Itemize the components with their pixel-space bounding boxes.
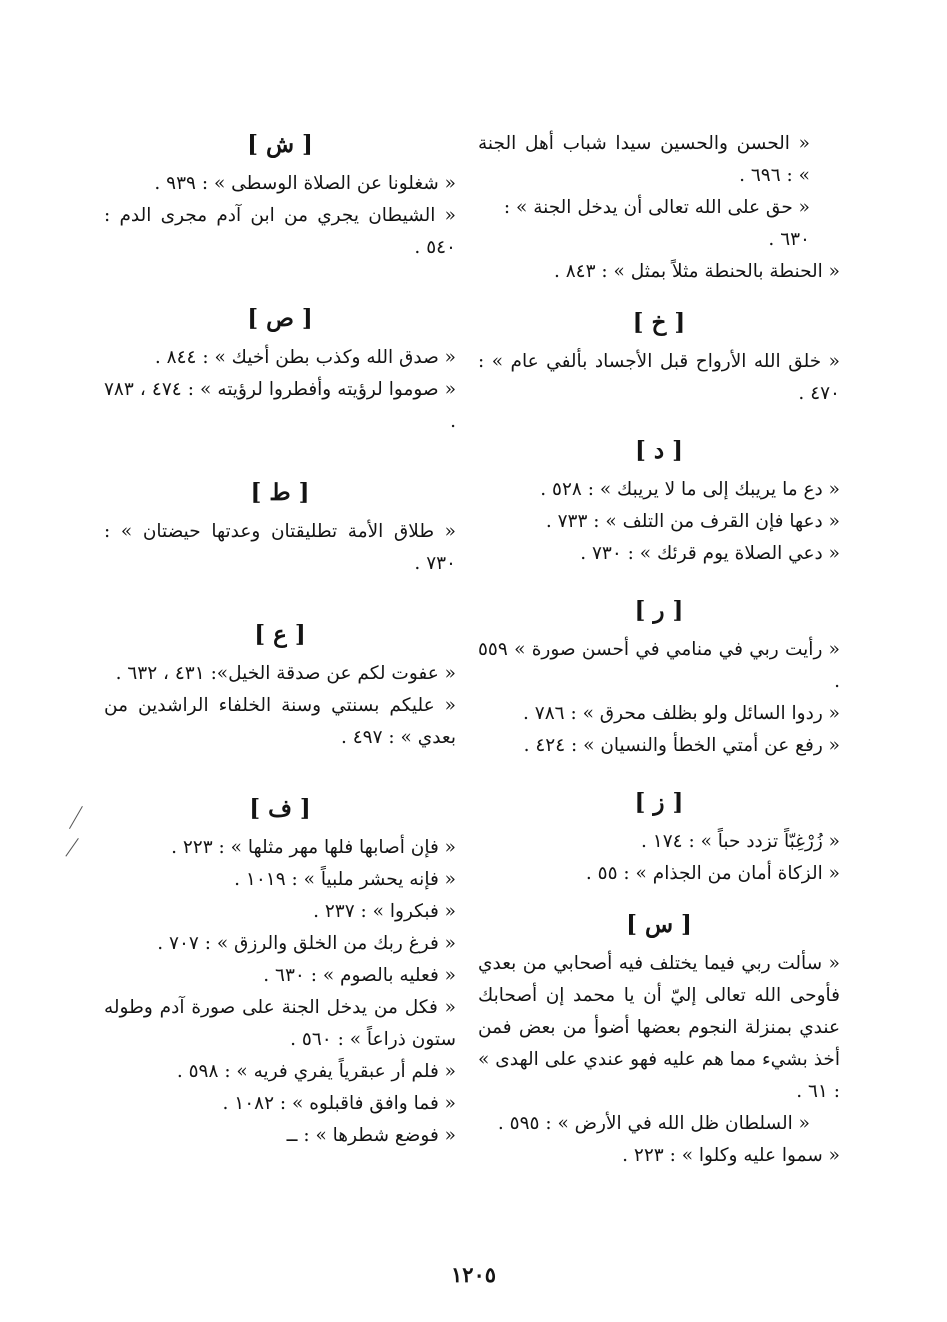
- entry-fakullu-man: « فكل من يدخل الجنة على صورة آدم وطوله ستون ذراعاً » : ٥٦٠ .: [104, 997, 456, 1050]
- entry-raaytu-rabbi: « رأيت ربي في منامي في أحسن صورة » ٥٥٩ .: [478, 639, 840, 692]
- scan-artifact-line: [65, 838, 78, 857]
- entry-fabakkiru: « فبكروا » : ٢٣٧ .: [313, 901, 456, 922]
- section-shin: [104, 128, 456, 264]
- section-ta: [104, 476, 456, 580]
- entry-assultan: « السلطان ظل الله في الأرض » : ٥٩٥ .: [497, 1113, 810, 1134]
- entry-da-ma-yuribuk: « دع ما يريبك إلى ما لا يريبك » : ٥٢٨ .: [540, 479, 840, 500]
- entry-shaghaluna: « شغلونا عن الصلاة الوسطى » : ٩٣٩ .: [154, 173, 456, 194]
- section-ra: [478, 594, 840, 762]
- section-ha-continued: [478, 128, 840, 288]
- scan-artifact-line: [69, 806, 83, 829]
- section-kha: [478, 306, 840, 410]
- entry-saaltu-rabbi: « سألت ربي فيما يختلف فيه أصحابي من بعدي فأوحى الله تعالى إليّ أن يا محمد إن أصحابك عندي بمنزلة النجوم بعضها أضوأ من بعض فمن أخذ بشيء مما هم عليه فهو عندي على الهدى » : ٦١ .: [478, 953, 840, 1102]
- section-sin: [478, 908, 840, 1172]
- entry-sumu-liruyatihi: « صوموا لرؤيته وأفطروا لرؤيته » : ٤٧٤ ، ٧٨٣ .: [104, 379, 457, 432]
- entry-zur-ghibban: « زُرْغِبّاً تزدد حباً » : ١٧٤ .: [641, 831, 840, 852]
- entry-dai-assalat: « دعي الصلاة يوم قرئك » : ٧٣٠ .: [580, 543, 840, 564]
- entry-ruddu-assail: « ردوا السائل ولو بظلف محرق » : ٧٨٦ .: [523, 703, 840, 724]
- section-heading-sin: [ س ]: [626, 911, 692, 938]
- page-number: ١٢٠٥: [450, 1262, 497, 1287]
- entry-rufia-an-ummati: « رفع عن أمتي الخطأ والنسيان » : ٤٢٤ .: [523, 735, 840, 756]
- right-column: [478, 128, 840, 1172]
- left-column: [104, 128, 456, 1152]
- entry-azzakat: « الزكاة أمان من الجذام » : ٥٥ .: [585, 863, 840, 884]
- entry-fawadaa-shatraha: « فوضع شطرها » : ــ: [286, 1125, 456, 1146]
- section-sad: [104, 302, 456, 438]
- entry-fama-wafaqa: « فما وافق فاقبلوه » : ١٠٨٢ .: [222, 1093, 456, 1114]
- entry-faalayhi-bissawm: « فعليه بالصوم » : ٦٣٠ .: [263, 965, 456, 986]
- section-heading-zay: [ ز ]: [634, 789, 684, 816]
- entry-falam-ara: « فلم أر عبقرياً يفري فريه » : ٥٩٨ .: [176, 1061, 456, 1082]
- section-ayn: [104, 618, 456, 754]
- entry-haqq-ala-allah: « حق على الله تعالى أن يدخل الجنة » : ٦٣٠ .: [503, 197, 810, 250]
- section-heading-ta: [ ط ]: [250, 479, 310, 506]
- section-heading-kha: [ خ ]: [632, 309, 686, 336]
- section-heading-sad: [ ص ]: [247, 305, 313, 332]
- section-heading-fa: [ ف ]: [249, 795, 311, 822]
- entry-hasan-husayn: « الحسن والحسين سيدا شباب أهل الجنة » : ٦٩٦ .: [478, 133, 810, 186]
- entry-afawtu-lakum: « عفوت لكم عن صدقة الخيل»: ٤٣١ ، ٦٣٢ .: [115, 663, 456, 684]
- entry-fain-asabaha: « فإن أصابها فلها مهر مثلها » : ٢٢٣ .: [171, 837, 456, 858]
- section-heading-dal: [ د ]: [634, 437, 684, 464]
- section-heading-ra: [ ر ]: [634, 597, 684, 624]
- entry-sadaqa-allah: « صدق الله وكذب بطن أخيك » : ٨٤٤ .: [154, 347, 456, 368]
- entry-daha: « دعها فإن القرف من التلف » : ٧٣٣ .: [545, 511, 840, 532]
- section-heading-shin: [ ش ]: [247, 131, 313, 158]
- entry-sammu-alayhi: « سموا عليه وكلوا » : ٢٢٣ .: [622, 1145, 840, 1166]
- entry-hinta: « الحنطة بالحنطة مثلاً بمثل » : ٨٤٣ .: [553, 261, 840, 282]
- section-zay: [478, 786, 840, 890]
- entry-khalaqa-allah: « خلق الله الأرواح قبل الأجساد بألفي عام » : ٤٧٠ .: [478, 351, 840, 404]
- section-dal: [478, 434, 840, 570]
- section-fa: [104, 792, 456, 1152]
- entry-talaq-alama: « طلاق الأمة تطليقتان وعدتها حيضتان » : ٧٣٠ .: [104, 521, 456, 574]
- entry-fainnahu-yuhshar: « فإنه يحشر ملبياً » : ١٠١٩ .: [234, 869, 456, 890]
- section-heading-ayn: [ ع ]: [254, 621, 306, 648]
- entry-alaykum-bisunnati: « عليكم بسنتي وسنة الخلفاء الراشدين من بعدي » : ٤٩٧ .: [104, 695, 456, 748]
- entry-ashshaytan: « الشيطان يجري من ابن آدم مجرى الدم : ٥٤٠ .: [104, 205, 456, 258]
- entry-faragha-rabbuk: « فرغ ربك من الخلق والرزق » : ٧٠٧ .: [157, 933, 456, 954]
